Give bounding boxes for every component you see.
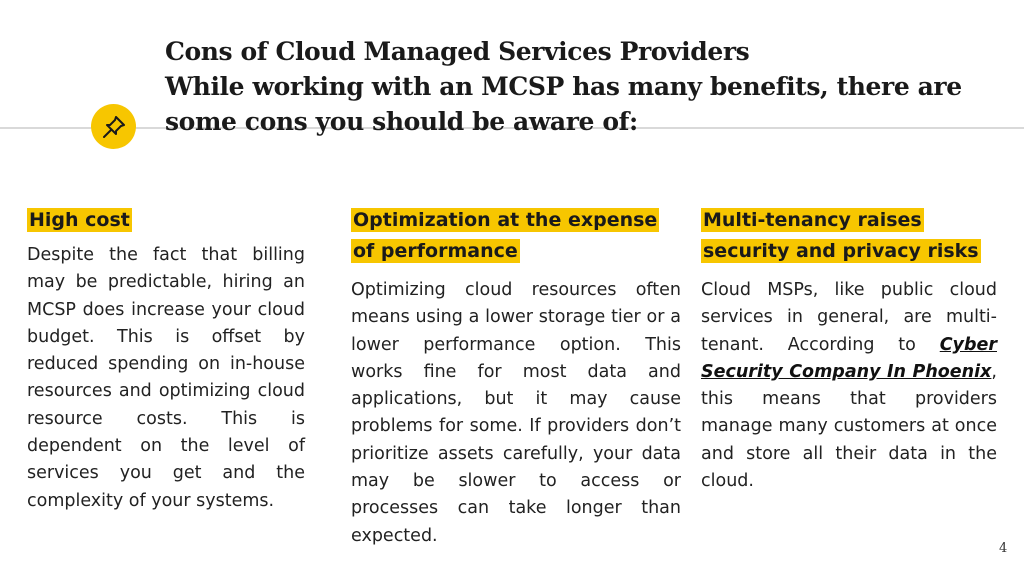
title-line-1: Cons of Cloud Managed Services Providers bbox=[165, 37, 750, 66]
column-high-cost bbox=[27, 205, 305, 515]
column-heading: Optimization at the expense of performance bbox=[353, 209, 658, 262]
column-optimization bbox=[351, 205, 681, 550]
body-text-after: , this means that providers manage many customers at once and store all their data in the cloud. bbox=[701, 361, 997, 492]
body-text-before: Cloud MSPs, like public cloud services in general, are multi-tenant. According to bbox=[701, 280, 997, 355]
cyber-security-link[interactable]: Cyber Security Company In Phoenix bbox=[701, 334, 997, 382]
pushpin-icon bbox=[91, 104, 136, 149]
column-multi-tenancy bbox=[701, 205, 997, 495]
slide-title bbox=[165, 34, 995, 139]
column-body: Despite the fact that billing may be predictable, hiring an MCSP does increase your cloud budget. This is offset by reduced spending on in-house resources and optimizing cloud resource costs. This is dependent on the level of services you get and the complexity of your systems. bbox=[27, 245, 305, 511]
title-line-2: While working with an MCSP has many benefits, there are some cons you should be aware of: bbox=[165, 72, 962, 136]
pushpin-icon-glyph bbox=[100, 113, 128, 141]
column-body: Optimizing cloud resources often means using a lower storage tier or a lower performance option. This works fine for most data and applications, but it may cause problems for some. If providers don’t prioritize assets carefully, your data may be slower to access or processes can take longer than expected. bbox=[351, 280, 681, 546]
column-heading: Multi-tenancy raises security and privacy risks bbox=[703, 209, 979, 262]
page-number: 4 bbox=[999, 541, 1008, 556]
column-body bbox=[701, 277, 997, 495]
column-heading: High cost bbox=[29, 209, 130, 231]
